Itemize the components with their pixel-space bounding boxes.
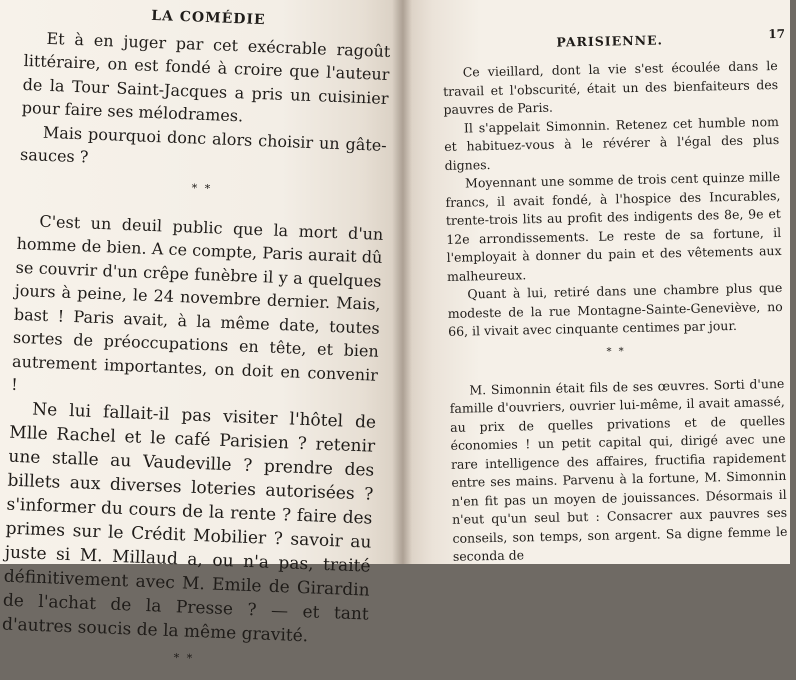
page-number: 17 (768, 26, 786, 42)
right-paragraph-4: Quant à lui, retiré dans une chambre plus que modeste de la rue Montagne-Sainte-Geneviève, no 66, il vivait avec cinquante centimes par jour. (447, 279, 783, 339)
left-page (0, 0, 402, 665)
section-separator-right: * * (606, 345, 626, 358)
right-running-head: PARISIENNE. (556, 32, 664, 50)
right-page-text (442, 26, 788, 566)
right-paragraph-2: Il s'appelait Simonnin. Retenez cet humble nom et habituez-vous à le révérer à l'égal des plus dignes. (444, 113, 780, 173)
right-header (442, 26, 786, 58)
right-page (402, 0, 790, 564)
left-running-head: LA COMÉDIE (150, 7, 266, 29)
section-separator-left-2: * * (173, 650, 195, 665)
left-paragraph-3: C'est un deuil public que la mort d'un homme de bien. A ce compte, Paris aurait dû se couvrir d'un crêpe funèbre il y a quelques jours à peine, le 24 novembre dernier. Mais, bast ! Paris avait, à la même date, toutes sortes de préoccupations en tête, et bien autrement importantes, on doit en convenir ! (10, 211, 384, 394)
right-paragraph-5: M. Simonnin était fils de ses œuvres. Sorti d'une famille d'ouvriers, ouvrier lui-même, il avait amassé, au prix de quelles privations et de quelles économies ! un petit capital qui, dirigé avec une rare intelligence des affaires, fructifia rapidement entre ses mains. Parvenu à la fortune, M. Simonnin n'en fit pas un moyen de jouissances. Désormais il n'eut qu'un seul but : Consacrer aux pauvres ses conseils, son temps, son argent. Sa digne femme le seconda de (449, 375, 788, 564)
left-paragraph-2: Mais pourquoi donc alors choisir un gâte-sauces ? (19, 122, 388, 167)
left-paragraph-4: Ne lui fallait-il pas visiter l'hôtel de Mlle Rachel et le café Parisien ? retenir une stalle au Vaudeville ? prendre des billets aux diverses loteries autorisées ? s'informer du cours de la rente ? faire des primes sur le Crédit Mobilier ? savoir au juste si M. Millaud a, ou n'a pas, traité définitivement avec M. Emile de Girardin de l'achat de la Presse ? — et tant d'autres soucis de la même gravité. (1, 399, 377, 646)
section-separator-left-1: * * (191, 181, 213, 195)
left-paragraph-1: Et à en juger par cet exécrable ragoût littéraire, on est fondé à croire que l'auteur de la Tour Saint-Jacques a pris un cuisinier pour faire ses mélodrames. (21, 28, 391, 126)
right-paragraph-3: Moyennant une somme de trois cent quinze mille francs, il avait fondé, à l'hospice des Incurables, trente-trois lits au profit des indigents des 8e, 9e et 12e arrondissements. Le reste de sa fortune, il l'employait à donner du pain et des vêtements aux malheureux. (445, 168, 782, 284)
right-paragraph-1: Ce vieillard, dont la vie s'est écoulée dans le travail et l'obscurité, était un des bienfaiteurs des pauvres de Paris. (442, 57, 779, 117)
left-page-text (0, 0, 391, 680)
